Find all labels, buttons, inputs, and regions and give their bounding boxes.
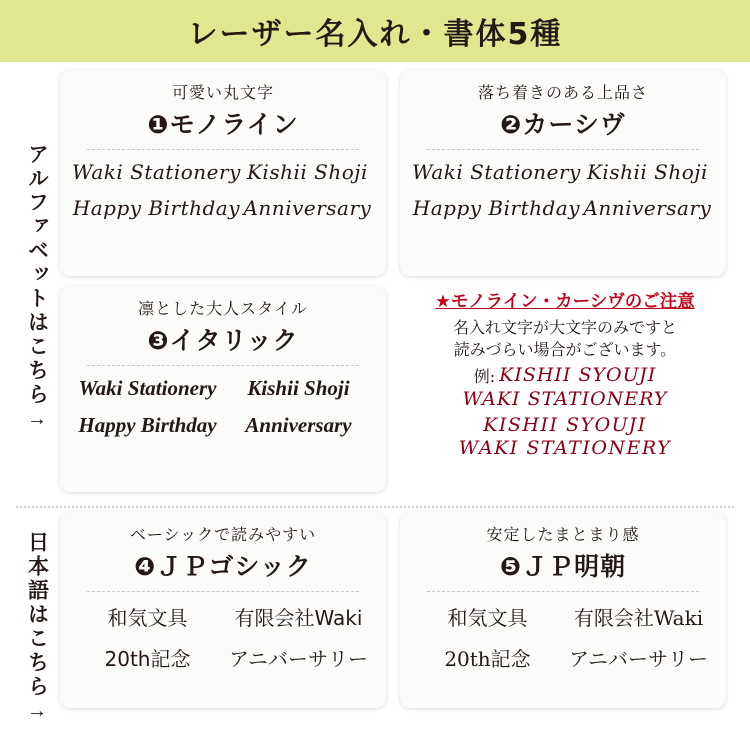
sample-text: 和気文具: [107, 606, 188, 630]
sample-text: 有限会社Waki: [573, 606, 704, 630]
sample-text: アニバーサリー: [229, 647, 368, 671]
notice-block: [400, 286, 726, 492]
font-card-cursive-sub: 落ち着きのある上品さ: [477, 83, 648, 102]
font-card-italic-sub: 凛とした大人スタイル: [138, 299, 308, 318]
sample-text: Happy Birthday: [78, 413, 217, 437]
sample-text: Kishii Shoji: [246, 160, 368, 184]
section-japanese: [14, 512, 736, 740]
divider: [427, 149, 699, 150]
sample-text: 20th記念: [444, 647, 531, 671]
font-card-cursive[interactable]: [400, 70, 726, 276]
side-label-alphabet-text: アルファベットはこちら: [25, 143, 50, 407]
font-card-jp-gothic-samples: [72, 602, 374, 672]
font-card-jp-mincho-name: ❺ＪＰ明朝: [499, 552, 627, 581]
japanese-cards: [60, 512, 736, 740]
sample-text: Anniversary: [583, 196, 712, 220]
section-divider: [16, 506, 734, 508]
notice-example-cursive-1: KISHII SYOUJI: [483, 413, 647, 436]
divider: [87, 149, 359, 150]
sample-text: 和気文具: [447, 606, 528, 630]
sample-text: Kishii Shoji: [586, 160, 708, 184]
font-card-monoline-name: ❶モノライン: [147, 110, 299, 139]
font-card-cursive-name: ❷カーシヴ: [500, 110, 626, 139]
notice-body: [453, 317, 677, 360]
font-card-jp-mincho-samples: [412, 602, 714, 672]
font-card-jp-gothic-name: ❹ＪＰゴシック: [134, 552, 312, 581]
page-title: レーザー名入れ・書体5種: [187, 17, 563, 52]
notice-examples: [459, 364, 671, 461]
divider: [87, 591, 359, 592]
sample-text: Happy Birthday: [72, 196, 241, 220]
font-card-italic-name: ❸イタリック: [147, 326, 299, 355]
side-label-japanese: [14, 512, 60, 740]
font-card-jp-gothic-sub: ベーシックで読みやすい: [129, 525, 317, 544]
sample-text: Anniversary: [243, 196, 372, 220]
sample-text: 20th記念: [104, 647, 191, 671]
notice-title: ★モノライン・カーシヴのご注意: [435, 292, 695, 312]
notice-example-monoline-2: WAKI STATIONERY: [462, 387, 668, 410]
divider: [87, 365, 359, 366]
notice-example-monoline-1: KISHII SYOUJI: [499, 364, 657, 387]
font-card-jp-mincho[interactable]: [400, 512, 726, 708]
notice-line-1: 名入れ文字が大文字のみですと: [452, 318, 677, 337]
sample-text: Waki Stationery: [412, 160, 581, 184]
side-label-japanese-text: 日本語はこちら: [25, 531, 50, 699]
arrow-right-icon: →: [27, 408, 47, 430]
font-card-monoline[interactable]: [60, 70, 386, 276]
arrow-right-icon: →: [27, 700, 47, 722]
sample-text: Anniversary: [245, 413, 352, 437]
notice-example-cursive-2: WAKI STATIONERY: [458, 437, 672, 460]
sample-text: アニバーサリー: [569, 647, 708, 671]
content-area: [0, 62, 750, 750]
sample-text: Happy Birthday: [412, 196, 581, 220]
sample-text: 有限会社Waki: [234, 606, 363, 630]
side-label-alphabet: [14, 70, 60, 502]
divider: [427, 591, 699, 592]
notice-line-2: 読みづらい場合がございます。: [453, 339, 677, 359]
font-card-monoline-samples: [72, 160, 374, 220]
sample-text: Waki Stationery: [72, 160, 241, 184]
font-card-italic-samples: [72, 376, 374, 438]
font-card-cursive-samples: [412, 160, 714, 220]
alphabet-cards: [60, 70, 736, 502]
font-card-jp-gothic[interactable]: [60, 512, 386, 708]
font-card-italic[interactable]: [60, 286, 386, 492]
font-card-jp-mincho-sub: 安定したまとまり感: [486, 525, 640, 544]
header-banner: [0, 0, 750, 62]
font-card-monoline-sub: 可愛い丸文字: [171, 83, 274, 102]
notice-example-label: 例:: [473, 367, 496, 387]
sample-text: Waki Stationery: [78, 376, 217, 400]
sample-text: Kishii Shoji: [247, 376, 350, 400]
section-alphabet: [14, 70, 736, 502]
